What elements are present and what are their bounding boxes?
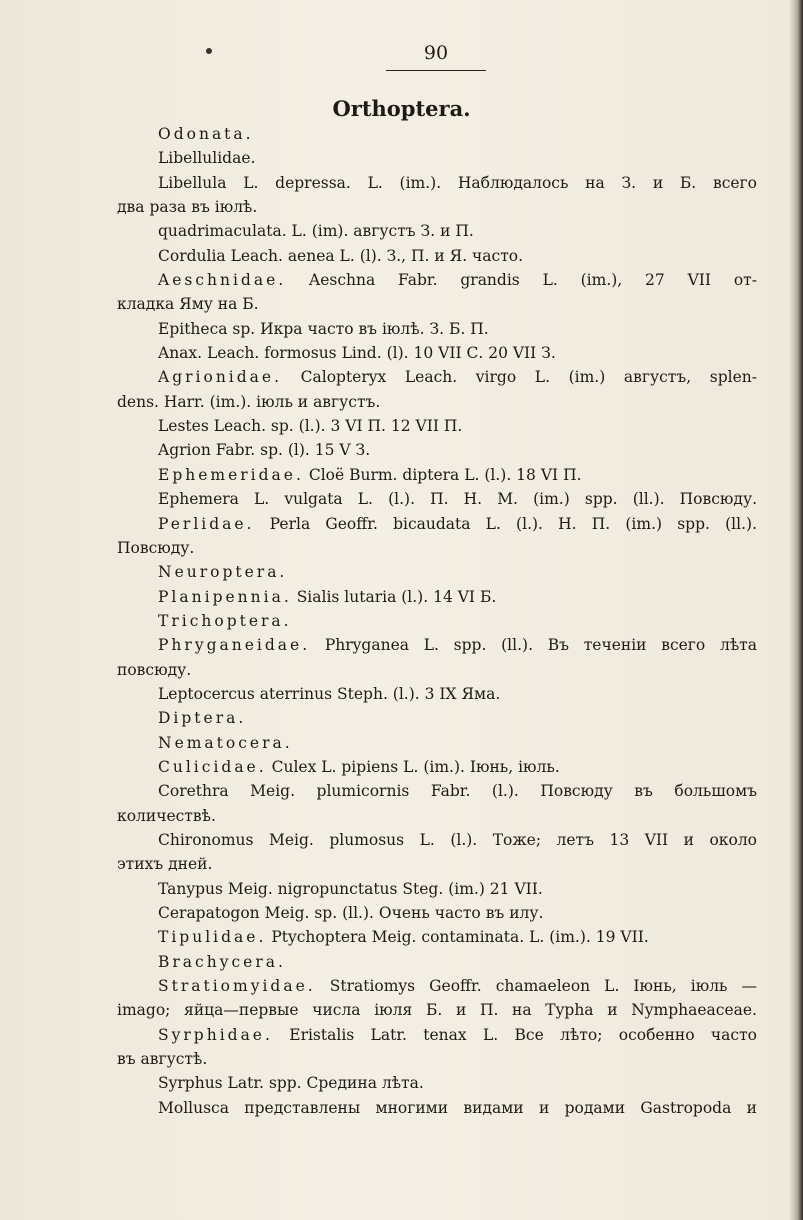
line-text: Libellula L. depressa. L. (im.). Наблюдалось на З. и Б. всего [158,173,757,192]
line-text: imago; яйца—первые числа iюля Б. и П. на Typha и Nymphaeaceae. [117,1001,757,1020]
text-line [117,633,757,657]
family-name: Stratiomyidae. [158,977,316,996]
page-edge-shadow [789,0,803,1220]
line-text: Corduliа Leach. aenea L. (l). З., П. и Я. часто. [158,246,524,265]
family-name: Nematocera. [158,733,293,752]
text-line [117,536,757,560]
text-line [117,925,757,949]
family-name: Brachycera. [158,952,286,971]
text-line [117,779,757,803]
text-line [117,682,757,706]
line-text: Tanypus Meig. nigropunctatus Steg. (im.) 21 VII. [158,879,543,898]
text-line [117,901,757,925]
text-line [117,171,757,195]
line-text: Aeschna Fabr. grandis L. (im.), 27 VII от- [286,271,757,290]
text-line [117,512,757,536]
text-line [117,852,757,876]
text-line [117,1047,757,1071]
text-line [117,998,757,1022]
text-line [117,804,757,828]
family-name: Ephemeridae. [158,465,304,484]
text-line [117,658,757,682]
text-line [117,974,757,998]
text-line [117,122,757,146]
text-line [117,950,757,974]
family-name: Odonata. [158,125,254,143]
family-name: Perlidae. [158,514,255,533]
text-line [117,609,757,633]
line-text: въ августѣ. [117,1050,208,1069]
line-text: Mollusca представлены многими видами и родами Gastropoda и [158,1098,757,1117]
line-text: quadrimaculata. L. (im). августъ З. и П. [158,222,474,241]
family-name: Aeschnidae. [158,271,287,290]
family-name: Agrionidae. [158,368,283,387]
family-name: Diptera. [158,709,247,728]
page-number-rule [386,70,486,71]
line-text: Calopteryx Leach. virgo L. (im.) августъ, splen- [282,368,757,387]
text-line [117,390,757,414]
text-line [117,414,757,438]
text-line [117,365,757,389]
line-text: Phryganea L. spp. (ll.). Въ теченiи всего лѣта [310,636,757,655]
text-line [117,560,757,584]
family-name: Planipennia. [158,587,292,606]
line-text: Lestes Leach. sp. (l.). 3 VI П. 12 VII П. [158,417,463,436]
line-text: Cloë Burm. diptera L. (l.). 18 VI П. [303,465,582,484]
text-line [117,292,757,316]
text-line [117,438,757,462]
text-line [117,877,757,901]
text-line [117,731,757,755]
line-text: Agrion Fabr. sp. (l). 15 V З. [158,441,371,460]
text-line [117,755,757,779]
line-text: Syrphus Latr. spp. Средина лѣта. [158,1074,424,1093]
line-text: Ceraрatogon Meig. sp. (ll.). Очень часто въ илу. [158,904,544,922]
line-text: повсюду. [117,660,192,679]
line-text: кладка Яму на Б. [117,295,259,314]
family-name: Trichoptera. [158,611,292,630]
text-line [117,1023,757,1047]
text-line [117,268,757,292]
text-line [117,706,757,730]
text-line [117,487,757,511]
line-text: Sialis lutaria (l.). 14 VI Б. [291,587,497,606]
line-text: Libellulidae. [158,149,256,168]
line-text: Anax. Leach. formosus Lind. (l). 10 VII С. 20 VII З. [158,344,556,363]
text-line [117,463,757,487]
family-name: Tipulidae. [158,928,267,947]
line-text: Corethra Meig. plumicornis Fabr. (l.). Повсюду въ большомъ [158,782,757,801]
line-text: Stratiomys Geoffr. chamaeleon L. Iюнь, iюль — [315,977,757,996]
family-name: Culicidae. [158,757,267,776]
family-name: Phryganeidae. [158,636,311,655]
line-text: этихъ дней. [117,855,213,874]
text-line [117,585,757,609]
text-line [117,146,757,170]
line-text: dens. Harr. (im.). iюль и августъ. [117,392,381,411]
text-line [117,1096,757,1120]
page-number: 90 [423,42,449,64]
line-text: Ephemera L. vulgata L. (l.). П. Н. М. (im.) spp. (ll.). Повсюду. [158,490,757,509]
line-text: Chironomus Meig. plumosus L. (l.). Тоже; летъ 13 VII и около [158,830,757,849]
line-text: два раза въ iюлѣ. [117,198,258,217]
text-line [117,195,757,219]
line-text: Culex L. pipiens L. (im.). Iюнь, iюль. [266,757,560,776]
text-line [117,828,757,852]
text-line [117,244,757,268]
line-text: Perla Geoffr. bicaudata L. (l.). Н. П. (im.) spp. (ll.). [254,514,757,533]
line-text: Ptychoptera Meig. contaminata. L. (im.). 19 VII. [266,928,649,947]
family-name: Syrphidae. [158,1025,273,1044]
margin-dot [206,48,212,54]
text-line [117,1071,757,1095]
family-name: Neuroptera. [158,563,288,582]
line-text: Epitheca sp. Икра часто въ iюлѣ. З. Б. П. [158,319,489,338]
line-text: количествѣ. [117,806,216,825]
line-text: Eristalis Latr. tenax L. Все лѣто; особенно часто [272,1025,757,1044]
line-text: Leptocercus aterrinus Steph. (l.). 3 IX Яма. [158,684,501,703]
section-heading: Orthoptera. [332,96,471,121]
body-text [117,122,757,1120]
text-line [117,341,757,365]
line-text: Повсюду. [117,538,195,557]
text-line [117,219,757,243]
text-line [117,317,757,341]
